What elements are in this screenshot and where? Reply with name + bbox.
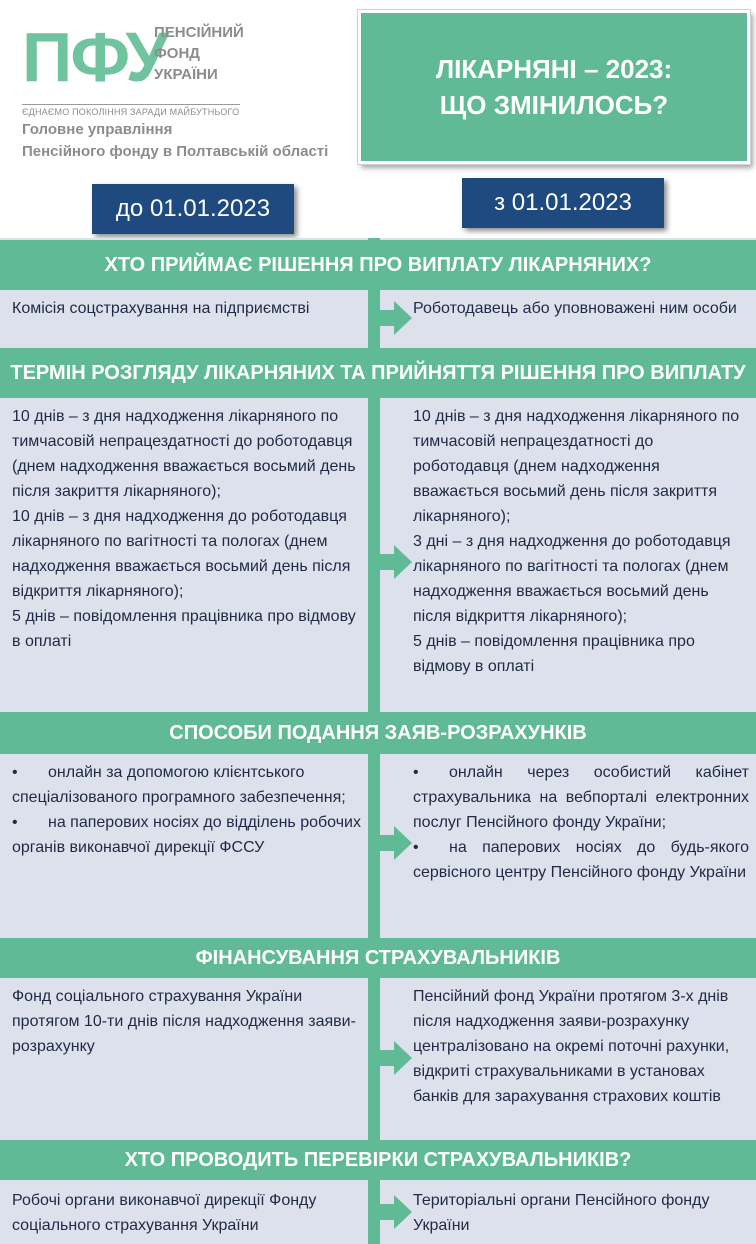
date-after-badge: з 01.01.2023 xyxy=(462,178,664,228)
arrow-right-icon xyxy=(372,1041,412,1075)
section-header-review-term: ТЕРМІН РОЗГЛЯДУ ЛІКАРНЯНИХ ТА ПРИЙНЯТТЯ РІШЕННЯ ПРО ВИПЛАТУ xyxy=(0,348,756,398)
pfu-logo-mark: ПФУ xyxy=(22,18,167,96)
pfu-logo-block xyxy=(22,16,340,168)
page-title: ЛІКАРНЯНІ – 2023: ЩО ЗМІНИЛОСЬ? xyxy=(435,54,673,120)
page-title-box xyxy=(358,10,750,164)
arrow-right-icon xyxy=(372,826,412,860)
section-header-submission: СПОСОБИ ПОДАННЯ ЗАЯВ-РОЗРАХУНКІВ xyxy=(0,712,756,754)
financing-before-text: Фонд соціального страхування України протягом 10-ти днів після надходження заяви-розрахунку xyxy=(12,988,356,1055)
logo-motto: ЄДНАЄМО ПОКОЛІННЯ ЗАРАДИ МАЙБУТНЬОГО xyxy=(22,107,240,117)
list-item: • на паперових носіях до відділень робочих органів виконавчої дирекції ФССУ xyxy=(12,814,361,856)
arrow-right-icon xyxy=(372,301,412,335)
submission-before-list xyxy=(12,760,362,860)
submission-after-list xyxy=(413,760,749,885)
list-item: • онлайн через особистий кабінет страхувальника на вебпорталі електронних послуг Пенсійного фонду України; xyxy=(413,764,749,831)
decision-after-text: Роботодавець або уповноважені ним особи xyxy=(413,300,737,317)
section-header-decision: ХТО ПРИЙМАЄ РІШЕННЯ ПРО ВИПЛАТУ ЛІКАРНЯНИХ? xyxy=(0,240,756,290)
inspections-before-text: Робочі органи виконавчої дирекції Фонду соціального страхування України xyxy=(12,1192,317,1234)
arrow-right-icon xyxy=(372,545,412,579)
review-term-before-text: 10 днів – з дня надходження лікарняного по тимчасовій непрацездатності до роботодавця (днем надходження вважається восьмий день після закриття лікарняного); 10 днів – з дня надходження до роботодавця лікарняного по вагітності та пологах (днем надходження вважається восьмий день після відкриття лікарняного); 5 днів – повідомлення працівника про відмову в оплаті xyxy=(12,408,356,650)
arrow-right-icon xyxy=(372,1195,412,1229)
logo-divider xyxy=(22,104,240,105)
financing-after-text: Пенсійний фонд України протягом 3-х днів після надходження заяви-розрахунку централізовано на окремі поточні рахунки, відкриті страхувальниками в установах банків для зарахування страхових коштів xyxy=(413,988,730,1105)
pfu-logo-text: ПЕНСІЙНИЙ ФОНД УКРАЇНИ xyxy=(154,24,244,83)
decision-before-text: Комісія соцстрахування на підприємстві xyxy=(12,300,310,317)
list-item: • онлайн за допомогою клієнтського спеціалізованого програмного забезпечення; xyxy=(12,764,346,806)
inspections-after-text: Територіальні органи Пенсійного фонду України xyxy=(413,1192,710,1234)
section-header-financing: ФІНАНСУВАННЯ СТРАХУВАЛЬНИКІВ xyxy=(0,938,756,978)
section-header-inspections: ХТО ПРОВОДИТЬ ПЕРЕВІРКИ СТРАХУВАЛЬНИКІВ? xyxy=(0,1140,756,1180)
list-item: • на паперових носіях до будь-якого сервісного центру Пенсійного фонду України xyxy=(413,839,749,881)
date-before-badge: до 01.01.2023 xyxy=(92,184,294,234)
review-term-after-text: 10 днів – з дня надходження лікарняного по тимчасовій непрацездатності до роботодавця (днем надходження вважається восьмий день після закриття лікарняного); 3 дні – з дня надходження до роботодавця лікарняного по вагітності та пологах (днем надходження вважається восьмий день після відкриття лікарняного); 5 днів – повідомлення працівника про відмову в оплаті xyxy=(413,408,740,675)
organization-name: Головне управління Пенсійного фонду в Полтавській області xyxy=(22,121,329,160)
